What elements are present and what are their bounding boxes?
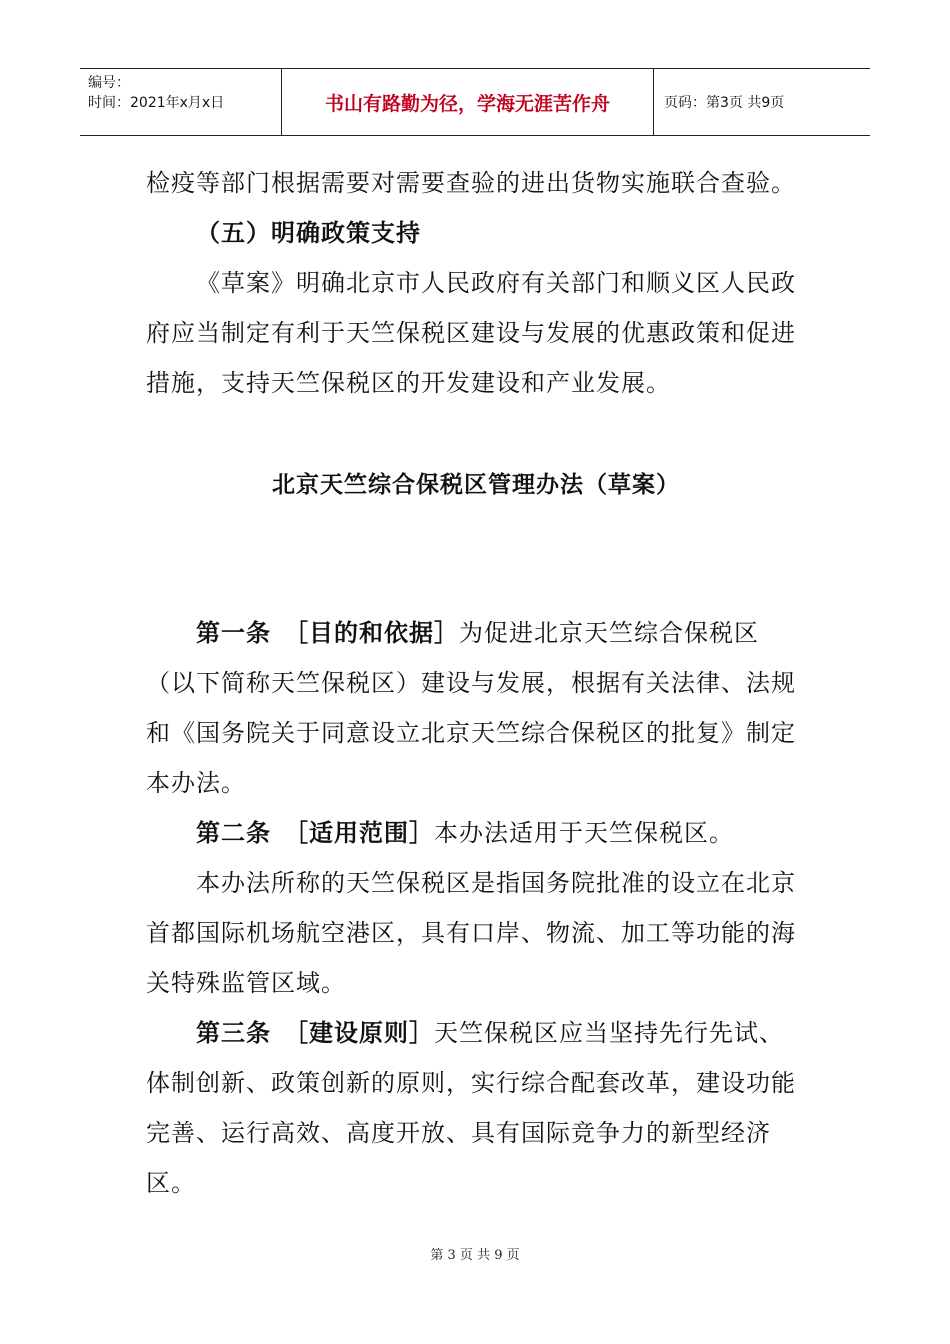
section-heading: （五）明确政策支持 <box>196 219 421 247</box>
header-meta-cell <box>80 69 282 135</box>
article-2-paragraph: 本办法所称的天竺保税区是指国务院批准的设立在北京首都国际机场航空港区，具有口岸、物流、加工等功能的海关特殊监管区域。 <box>146 869 796 997</box>
document-body <box>146 158 806 408</box>
article-1-text: 为促进北京天竺综合保税区（以下简称天竺保税区）建设与发展，根据有关法律、法规和《国务院关于同意设立北京天竺综合保税区的批复》制定本办法。 <box>146 619 796 797</box>
document-title: 北京天竺综合保税区管理办法（草案） <box>272 472 680 498</box>
document-header <box>80 68 870 136</box>
article-1 <box>146 608 806 808</box>
article-3 <box>146 1008 806 1208</box>
articles-block <box>146 608 806 1208</box>
document-title-block <box>146 460 806 510</box>
article-2-label: 第二条 ［适用范围］ <box>196 819 434 847</box>
article-2 <box>146 808 806 858</box>
article-3-text: 天竺保税区应当坚持先行先试、体制创新、政策创新的原则，实行综合配套改革，建设功能完善、运行高效、高度开放、具有国际竞争力的新型经济区。 <box>146 1019 796 1197</box>
document-number: 编号： <box>88 75 130 91</box>
document-date: 时间：2021年x月x日 <box>88 95 225 111</box>
header-motto: 书山有路勤为径，学海无涯苦作舟 <box>282 69 654 135</box>
paragraph-policy: 《草案》明确北京市人民政府有关部门和顺义区人民政府应当制定有利于天竺保税区建设与发展的优惠政策和促进措施，支持天竺保税区的开发建设和产业发展。 <box>146 269 796 397</box>
article-1-label: 第一条 ［目的和依据］ <box>196 619 459 647</box>
header-page-code: 页码：第3页 共9页 <box>664 95 785 111</box>
paragraph-continued: 检疫等部门根据需要对需要查验的进出货物实施联合查验。 <box>146 169 796 197</box>
article-2-text: 本办法适用于天竺保税区。 <box>434 819 734 847</box>
page-footer: 第 3 页 共 9 页 <box>430 1248 520 1263</box>
article-3-label: 第三条 ［建设原则］ <box>196 1019 434 1047</box>
